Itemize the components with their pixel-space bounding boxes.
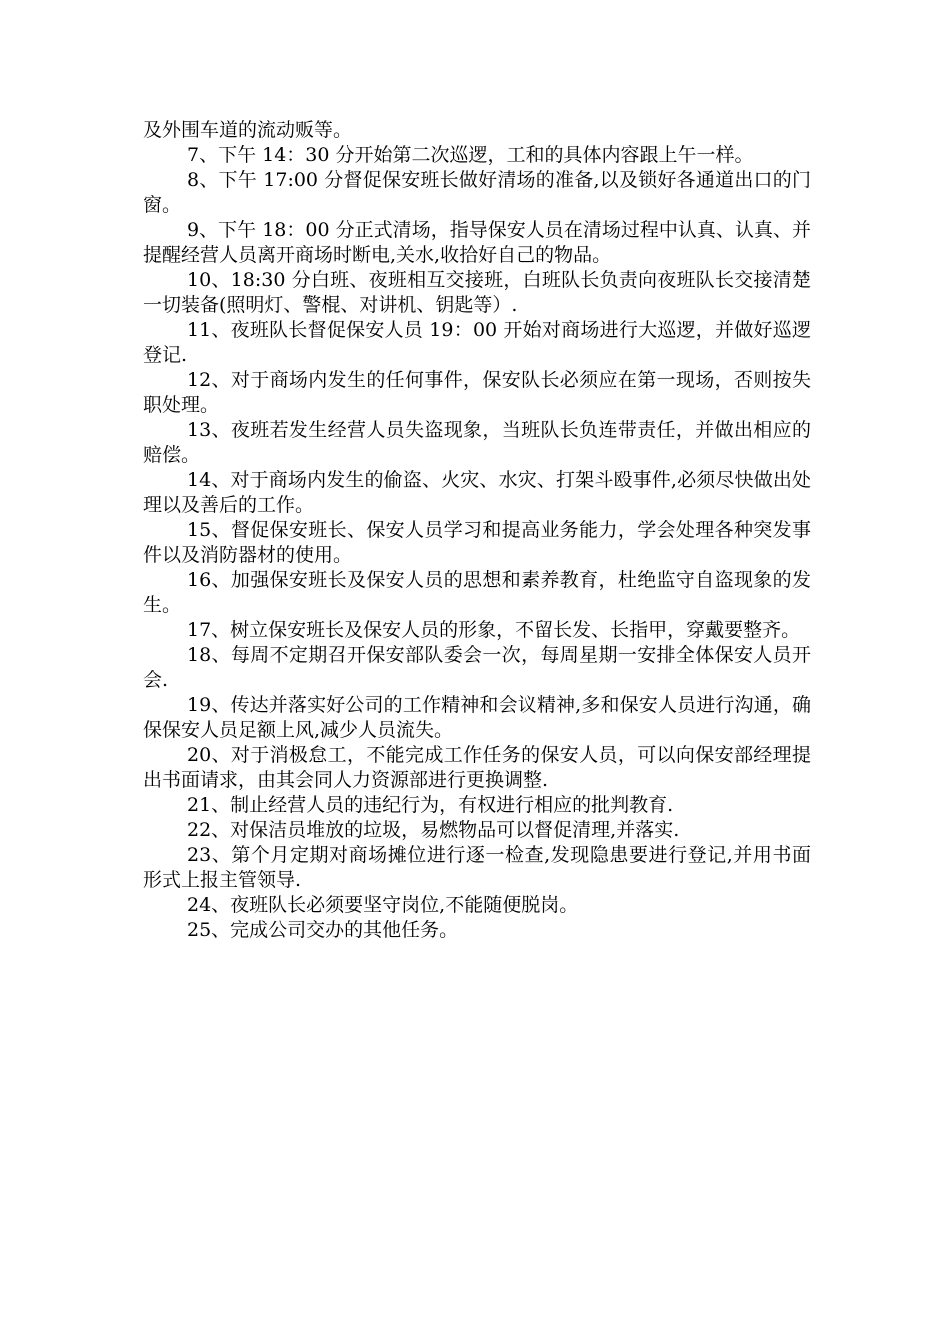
paragraph-9: 15、督促保安班长、保安人员学习和提高业务能力，学会处理各种突发事件以及消防器材的使用。 (143, 519, 811, 566)
paragraph-15: 21、制止经营人员的违纪行为，有权进行相应的批判教育. (187, 794, 674, 816)
paragraph-13: 19、传达并落实好公司的工作精神和会议精神,多和保安人员进行沟通，确保保安人员足额上风,减少人员流失。 (143, 694, 811, 741)
paragraph-17: 23、第个月定期对商场摊位进行逐一检查,发现隐患要进行登记,并用书面形式上报主管领导. (143, 844, 811, 891)
paragraph-6: 12、对于商场内发生的任何事件，保安队长必须应在第一现场，否则按失职处理。 (143, 369, 811, 416)
paragraph-8: 14、对于商场内发生的偷盗、火灾、水灾、打架斗殴事件,必须尽快做出处理以及善后的工作。 (143, 469, 811, 516)
paragraph-11: 17、树立保安班长及保安人员的形象，不留长发、长指甲，穿戴要整齐。 (187, 619, 801, 641)
paragraph-0: 及外围车道的流动贩等。 (143, 119, 353, 141)
paragraph-14: 20、对于消极怠工，不能完成工作任务的保安人员，可以向保安部经理提出书面请求，由其会同人力资源部进行更换调整. (143, 744, 811, 791)
paragraph-4: 10、18:30 分白班、夜班相互交接班，白班队长负责向夜班队长交接清楚一切装备(照明灯、警棍、对讲机、钥匙等）. (143, 269, 811, 316)
paragraph-12: 18、每周不定期召开保安部队委会一次，每周星期一安排全体保安人员开会. (143, 644, 811, 691)
paragraph-10: 16、加强保安班长及保安人员的思想和素养教育，杜绝监守自盗现象的发生。 (143, 569, 811, 616)
document-body (143, 118, 811, 943)
paragraph-16: 22、对保洁员堆放的垃圾，易燃物品可以督促清理,并落实. (187, 819, 680, 841)
paragraph-2: 8、下午 17:00 分督促保安班长做好清场的准备,以及锁好各通道出口的门窗。 (143, 169, 811, 216)
paragraph-1: 7、下午 14：30 分开始第二次巡逻，工和的具体内容跟上午一样。 (187, 144, 754, 166)
paragraph-19: 25、完成公司交办的其他任务。 (187, 919, 459, 941)
paragraph-18: 24、夜班队长必须要坚守岗位,不能随便脱岗。 (187, 894, 579, 916)
paragraph-7: 13、夜班若发生经营人员失盗现象，当班队长负连带责任，并做出相应的赔偿。 (143, 419, 811, 466)
paragraph-3: 9、下午 18：00 分正式清场，指导保安人员在清场过程中认真、认真、并提醒经营人员离开商场时断电,关水,收拾好自己的物品。 (143, 219, 811, 266)
paragraph-5: 11、夜班队长督促保安人员 19：00 开始对商场进行大巡逻，并做好巡逻登记. (143, 319, 811, 366)
